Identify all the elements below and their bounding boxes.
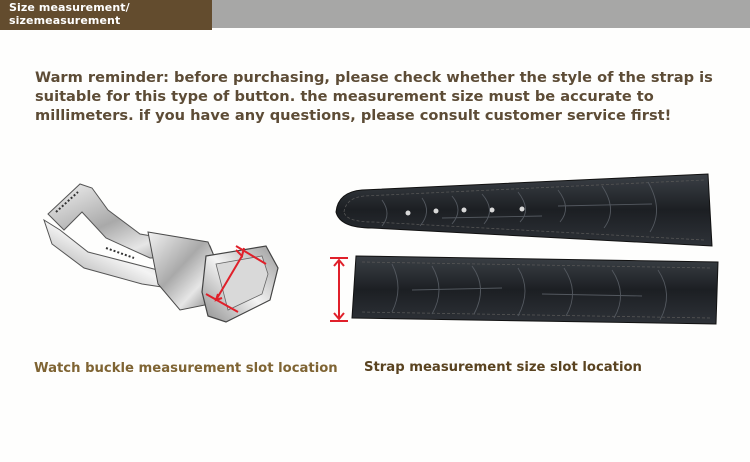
- watch-buckle-image: [30, 172, 290, 342]
- strap-caption: Strap measurement size slot location: [364, 360, 642, 375]
- warm-reminder-text: Warm reminder: before purchasing, please check whether the style of the strap is suitable for this type of button. the measurement size must be accurate to millimeters. if you have any questions, please consult customer service first!: [35, 69, 713, 124]
- strap-image: [322, 170, 722, 330]
- header-title: Size measurement/ sizemeasurement: [9, 1, 130, 27]
- buckle-caption: Watch buckle measurement slot location: [34, 361, 338, 376]
- header-bar: [0, 0, 750, 28]
- header-underline: [0, 28, 212, 30]
- header-tab: [0, 0, 212, 28]
- strap-measure-marker: [330, 258, 348, 321]
